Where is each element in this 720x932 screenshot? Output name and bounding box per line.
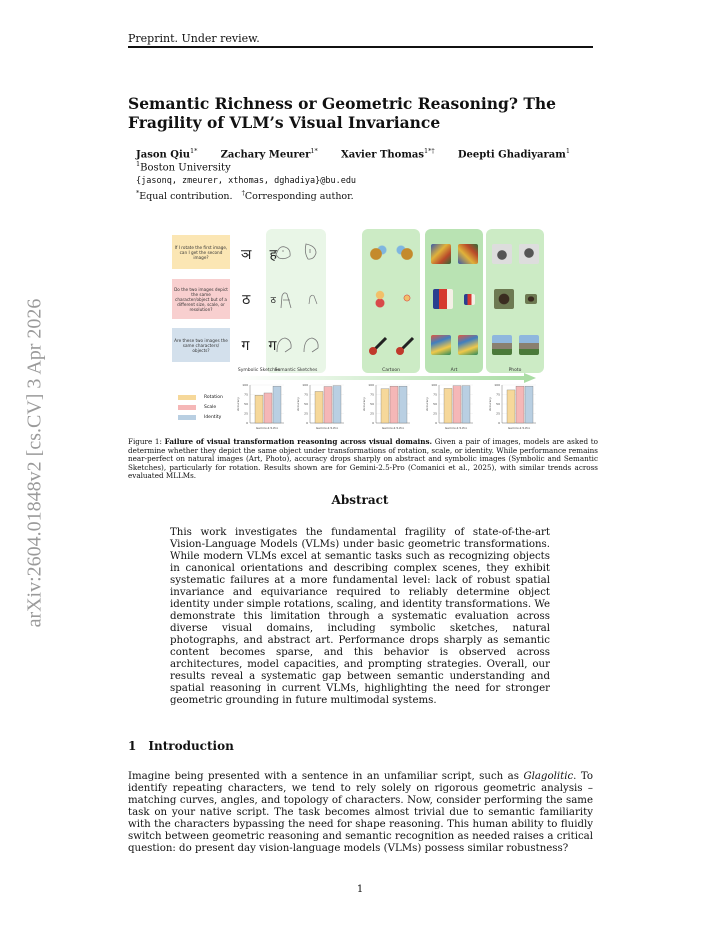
symbolic-glyph: ठ: [242, 291, 251, 308]
legend-swatch: [178, 415, 196, 420]
semantic-pair-scale: [270, 284, 324, 314]
semantic-pair-rotation: [270, 237, 324, 267]
y-tick-label: 100: [302, 383, 308, 387]
question-identity: Are these two images the same characters/ objects?: [172, 328, 230, 362]
y-tick-label: 25: [433, 411, 437, 416]
y-tick-label: 75: [433, 392, 437, 397]
y-axis-label: Accuracy: [488, 397, 492, 411]
symbolic-glyph: ग: [241, 337, 250, 354]
y-axis-label: Accuracy: [425, 397, 429, 411]
photo-image: [492, 244, 512, 264]
x-axis-label: Gemini-2.5-Pro: [381, 426, 405, 430]
art-image: [464, 294, 475, 305]
photo-pair-identity: [488, 330, 542, 360]
bar-rotation: [255, 395, 263, 423]
bar-scale: [516, 386, 524, 423]
y-tick-label: 0: [498, 421, 500, 425]
y-tick-label: 100: [494, 383, 500, 387]
cartoon-pair-rotation: [364, 239, 418, 269]
y-tick-label: 100: [368, 383, 374, 387]
bar-rotation: [444, 388, 452, 423]
y-axis-label: Accuracy: [236, 397, 240, 411]
bar-rotation: [507, 390, 515, 423]
x-axis-label: Gemini-2.5-Pro: [255, 426, 279, 430]
x-axis-label: Gemini-2.5-Pro: [315, 426, 339, 430]
sketch-image: [273, 241, 295, 263]
art-image: [458, 244, 478, 264]
semantic-pair-identity: [270, 330, 324, 360]
bar-identity: [333, 386, 341, 423]
bar-identity: [399, 386, 407, 423]
y-tick-label: 50: [370, 402, 374, 406]
cartoon-pair-identity: [364, 330, 418, 360]
guitar-image: [394, 334, 416, 356]
bar-chart-semantic: [294, 381, 346, 431]
bar-chart-cartoon: [360, 381, 412, 431]
art-image: [431, 335, 451, 355]
figure-caption: Figure 1: Failure of visual transformation reasoning across visual domains. Given a pair of images, models are asked to determine whether they depict the same object under transformations of rotation, scale, or identity. While performance remains near-perfect on natural images (Art, Photo), accuracy drops sharply on abstract and symbolic images (Symbolic and Semantic Sketches), particularly for rotation. Results shown are for Gemini-2.5-Pro (Comanici et al., 2025), with similar trends across evaluated MLLMs.: [128, 437, 599, 481]
y-tick-label: 0: [372, 421, 374, 425]
legend-scale: Scale: [178, 405, 216, 410]
page-number: 1: [356, 884, 364, 895]
sketch-image: [300, 241, 322, 263]
cartoon-image: [368, 244, 388, 264]
column-label-art: Art: [450, 368, 458, 373]
y-tick-label: 50: [304, 402, 308, 406]
y-tick-label: 0: [246, 421, 248, 425]
author-list: [136, 147, 590, 160]
symbolic-glyph: ठ: [270, 295, 276, 306]
arxiv-sidebar: [10, 273, 60, 653]
y-tick-label: 50: [244, 402, 248, 406]
y-tick-label: 25: [244, 411, 248, 416]
bar-scale: [264, 393, 272, 423]
bar-identity: [462, 386, 470, 423]
photo-image: [525, 294, 537, 304]
abstract-heading: Abstract: [331, 493, 389, 507]
symbolic-glyph: ञ: [241, 246, 252, 263]
y-axis-label: Accuracy: [296, 397, 300, 411]
legend-identity: Identity: [178, 415, 221, 420]
sketch-image: [273, 334, 295, 356]
x-axis-label: Gemini-2.5-Pro: [444, 426, 468, 430]
bar-identity: [525, 386, 533, 423]
art-image: [433, 289, 453, 309]
column-label-photo: Photo: [508, 368, 522, 373]
bar-rotation: [315, 391, 323, 423]
art-pair-rotation: [427, 239, 481, 269]
symbolic-glyph: ह: [269, 246, 277, 263]
y-tick-label: 75: [370, 392, 374, 397]
author: Zachary Meurer$^{1*}$: [220, 147, 318, 161]
cartoon-image: [402, 294, 412, 304]
x-axis-label: Gemini-2.5-Pro: [507, 426, 531, 430]
legend-swatch: [178, 395, 196, 400]
bar-scale: [324, 387, 332, 423]
bar-chart-photo: [486, 381, 538, 431]
bar-identity: [273, 386, 281, 423]
photo-pair-scale: [488, 284, 542, 314]
y-tick-label: 100: [431, 383, 437, 387]
abstract-body: This work investigates the fundamental fragility of state-of-the-art Vision-Language Models (VLMs) under basic geometric transformations. While modern VLMs excel at semantic tasks such as recognizing objects in canonical orientations and describing complex scenes, they exhibit systematic failures at a more fundamental level: lack of robust spatial invariance and equivariance required to reliably determine object identity under simple rotations, scaling, and identity transformations. We demonstrate this limitation through a systematic evaluation across diverse visual domains, including symbolic sketches, natural photographs, and abstract art. Performance drops sharply as semantic content becomes sparse, and this behavior is observed across architectures, model capacities, and prompting strategies. Overall, our results reveal a systematic gap between semantic understanding and spatial reasoning in current VLMs, highlighting the need for stronger geometric grounding in future multimodal systems.: [170, 527, 550, 706]
figure-1: [170, 229, 550, 459]
symbolic-glyph: ग: [268, 337, 277, 354]
column-label-semantic: Semantic Sketches: [274, 368, 318, 373]
y-tick-label: 0: [306, 421, 308, 425]
intro-paragraph: Imagine being presented with a sentence in an unfamiliar script, such as Glagolitic. To identify repeating characters, we tend to rely solely on rigorous geometric analysis – matching curves, angles, and topology of characters. Now, consider performing the same task on your native script. The task becomes almost trivial due to semantic familiarity with the characters bypassing the need for shape reasoning. This human ability to fluidly switch between geometric reasoning and semantic recognition as needed raises a critical question: do present day vision-language models (VLMs) possess similar robustness?: [128, 771, 593, 854]
y-tick-label: 50: [496, 402, 500, 406]
y-tick-label: 50: [433, 402, 437, 406]
photo-image: [519, 244, 539, 264]
question-scale: Do the two images depict the same character/object but of a different size, scale, or resolution?: [172, 279, 230, 319]
photo-image: [494, 289, 514, 309]
column-label-symbolic: Symbolic Sketches: [237, 368, 281, 373]
bar-scale: [390, 386, 398, 423]
section-heading: 1 Introduction: [128, 739, 234, 753]
legend-rotation: Rotation: [178, 395, 223, 400]
author: Xavier Thomas$^{1*\dagger}$: [340, 147, 435, 161]
author: Jason Qiu$^{1*}$: [136, 147, 198, 161]
y-tick-label: 25: [496, 411, 500, 416]
cartoon-image: [370, 289, 390, 309]
bar-chart-symbolic: [234, 381, 286, 431]
cartoon-pair-scale: [364, 284, 418, 314]
sketch-image: [306, 292, 320, 306]
y-tick-label: 75: [496, 392, 500, 397]
affiliation: $^1$Boston University: [136, 160, 231, 174]
photo-image: [519, 335, 539, 355]
art-pair-identity: [427, 330, 481, 360]
column-label-cartoon: Cartoon: [382, 368, 400, 373]
cartoon-image: [395, 244, 415, 264]
arxiv-identifier: arXiv:2604.01848v2 [cs.CV] 3 Apr 2026: [23, 298, 46, 628]
sketch-image: [275, 288, 297, 310]
art-image: [431, 244, 451, 264]
question-rotation: If I rotate the first image, can I get the second image?: [172, 235, 230, 269]
photo-image: [492, 335, 512, 355]
bar-rotation: [381, 389, 389, 423]
y-axis-label: Accuracy: [362, 397, 366, 411]
bar-scale: [453, 386, 461, 423]
y-tick-label: 75: [244, 392, 248, 397]
contribution-note: *Equal contribution. †Corresponding author.: [136, 189, 354, 203]
running-header: Preprint. Under review.: [128, 32, 260, 45]
y-tick-label: 75: [304, 392, 308, 397]
guitar-image: [367, 334, 389, 356]
art-pair-scale: [427, 284, 481, 314]
bar-chart-art: [423, 381, 475, 431]
sketch-image: [300, 334, 322, 356]
y-tick-label: 100: [242, 383, 248, 387]
author: Deepti Ghadiyaram$^1$: [457, 147, 570, 161]
paper-title: Semantic Richness or Geometric Reasoning? The Fragility of VLM’s Visual Invariance: [128, 94, 557, 132]
photo-pair-rotation: [488, 239, 542, 269]
header-rule: [128, 46, 593, 48]
y-tick-label: 0: [435, 421, 437, 425]
y-tick-label: 25: [370, 411, 374, 416]
y-tick-label: 25: [304, 411, 308, 416]
legend-swatch: [178, 405, 196, 410]
author-emails: {jasonq, zmeurer, xthomas, dghadiya}@bu.edu: [136, 176, 357, 186]
art-image: [458, 335, 478, 355]
